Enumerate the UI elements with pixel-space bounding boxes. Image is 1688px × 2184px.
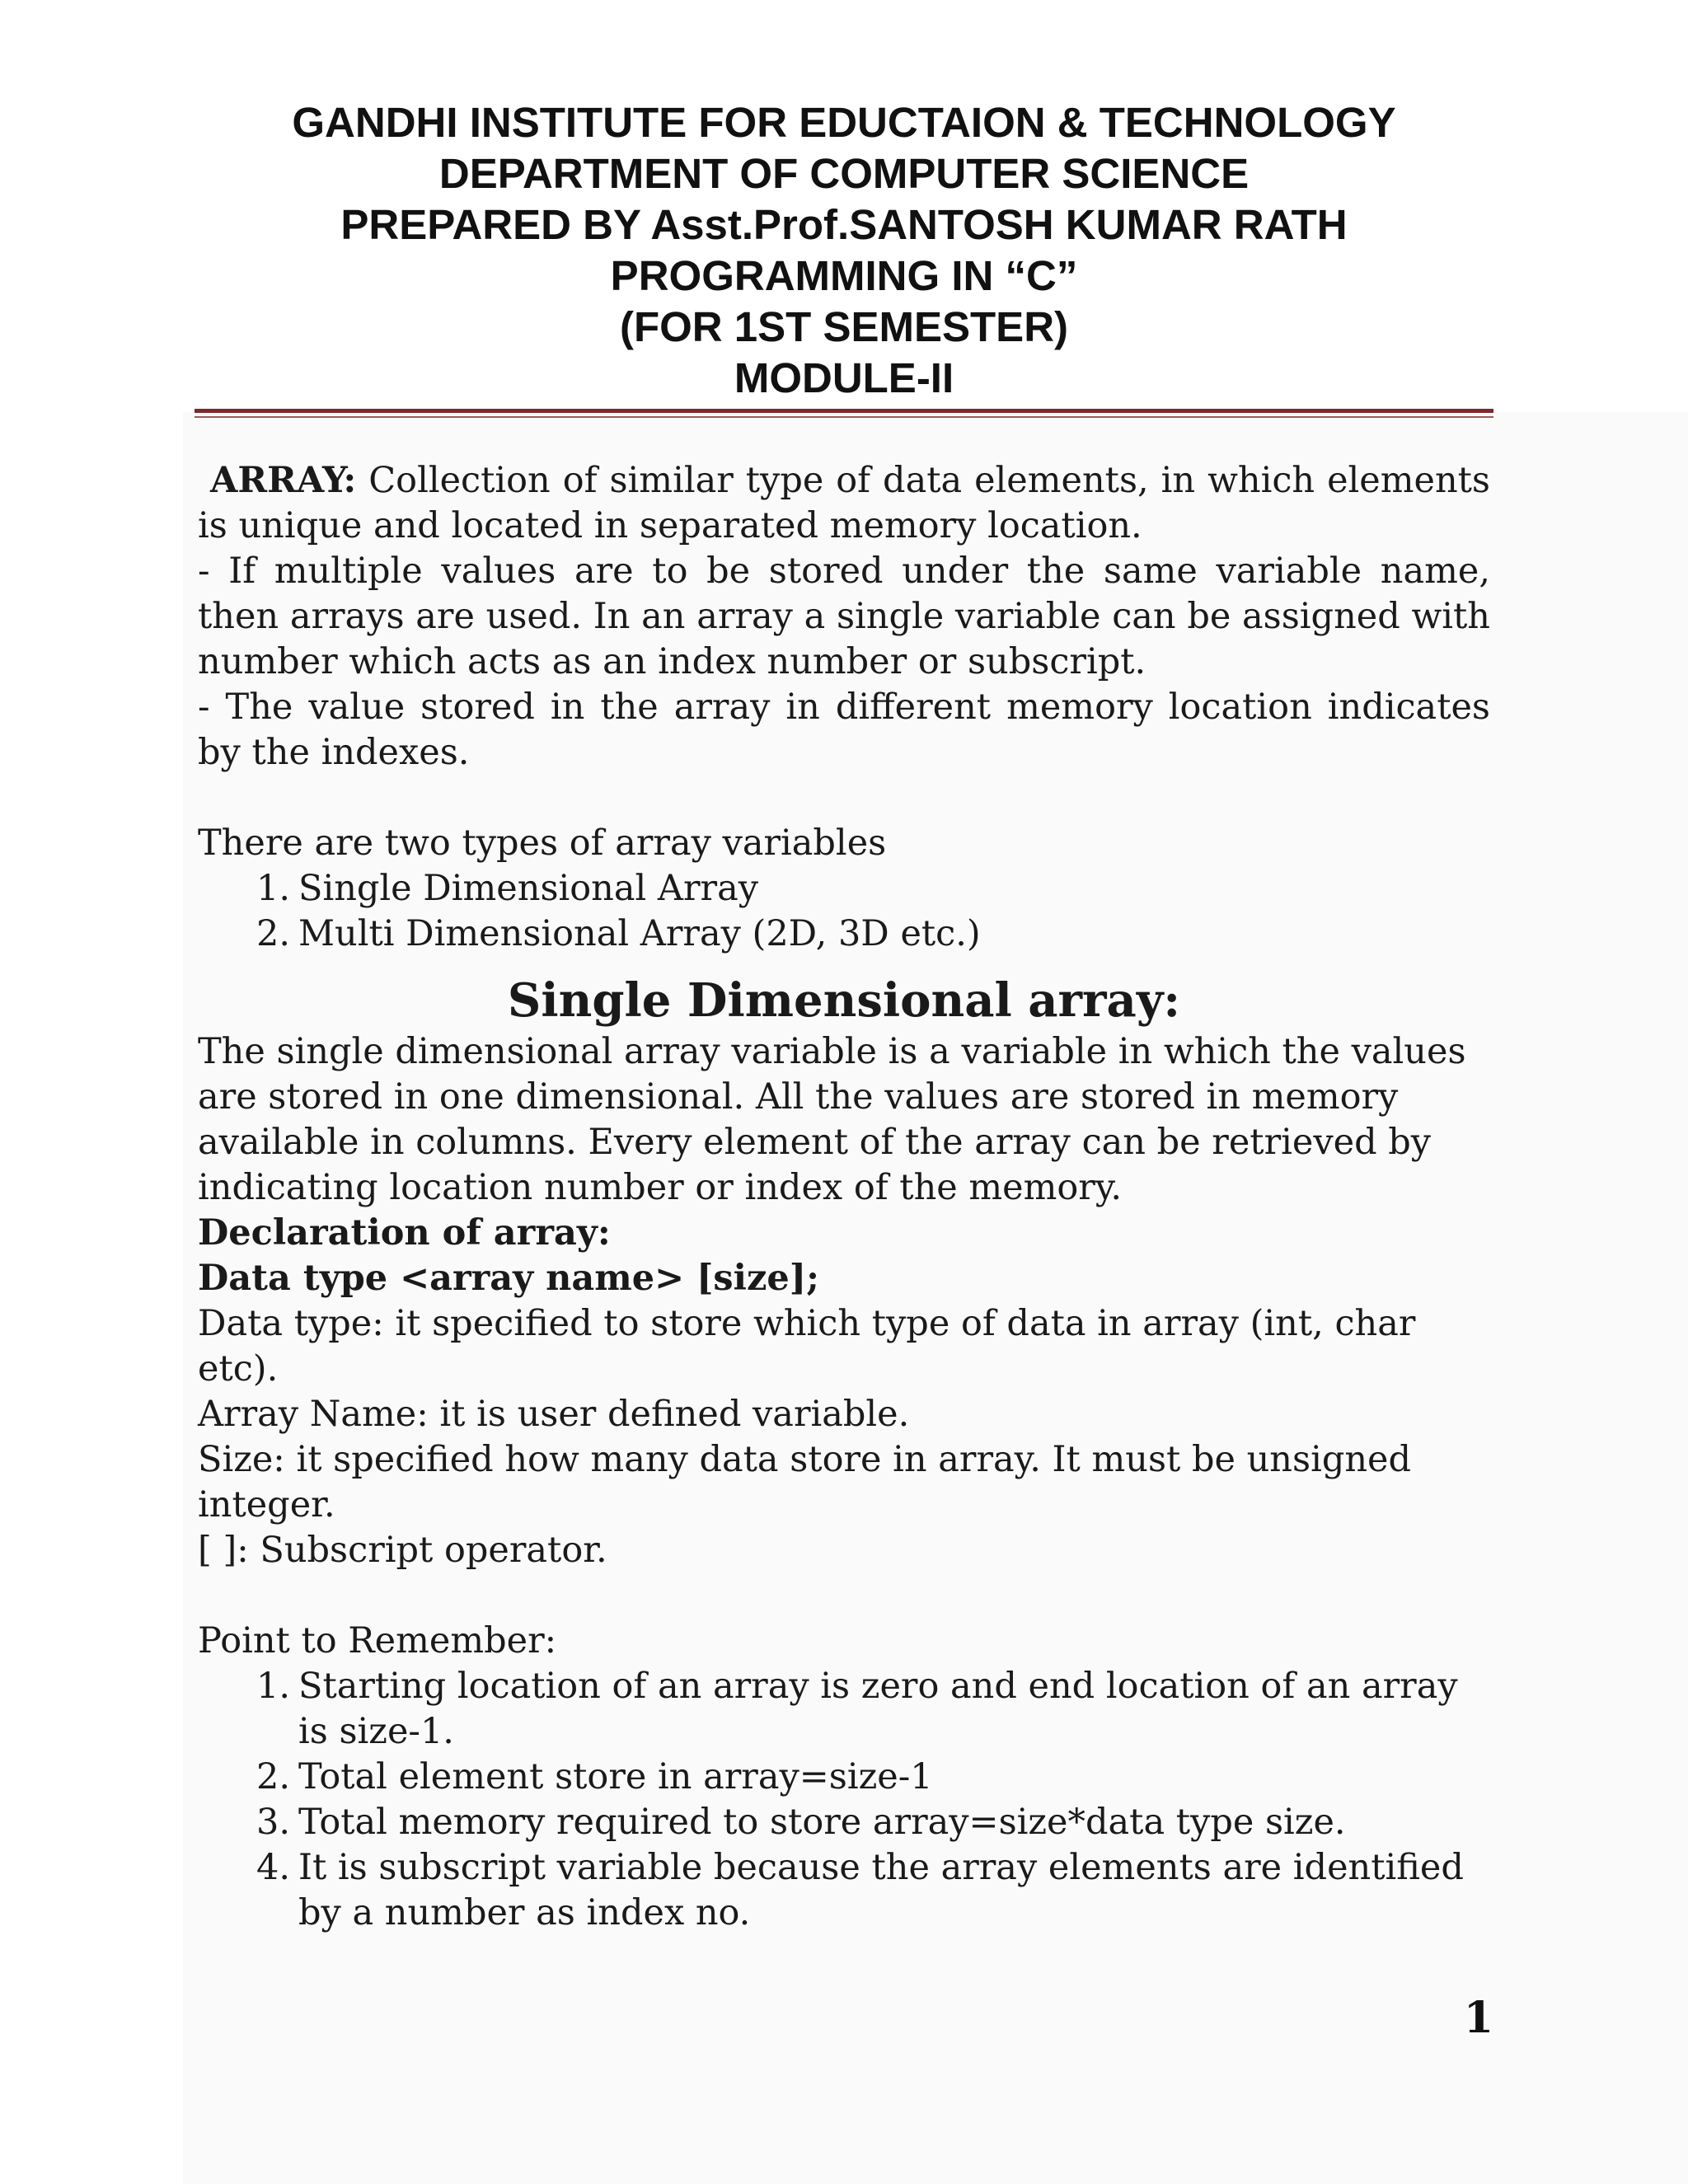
course-title: PROGRAMMING IN “C” [610,252,1078,299]
module-title: MODULE-II [734,354,954,401]
declaration-heading: Declaration of array: [198,1212,611,1254]
remember-heading: Point to Remember: [198,1620,557,1661]
list-number: 1. [256,868,290,909]
department-name: DEPARTMENT OF COMPUTER SCIENCE [438,150,1250,197]
list-text: Starting location of an array is zero and end location of an array is size-1. [298,1666,1458,1752]
list-item [198,1800,1490,1845]
array-definition-text: Collection of similar type of data elements, in which elements is unique and located in separated memory location. [198,460,1490,546]
list-text: Multi Dimensional Array (2D, 3D etc.) [298,913,981,954]
array-point-1: - If multiple values are to be stored under the same variable name, then arrays are used. In an array a single variable can be assigned with number which acts as an index number or subscript. [198,551,1490,682]
author-line: PREPARED BY Asst.Prof.SANTOSH KUMAR RATH [340,201,1348,248]
list-item [198,912,1490,957]
list-number: 1. [256,1666,290,1707]
array-term: ARRAY: [209,460,357,501]
document-body [198,458,1490,1936]
section-title: Single Dimensional array: [507,973,1181,1028]
types-list [198,866,1490,957]
list-number: 4. [256,1847,290,1888]
semester-line: (FOR 1ST SEMESTER) [619,303,1069,350]
list-text: Total element store in array=size-1 [298,1756,933,1797]
types-intro: There are two types of array variables [198,823,887,864]
array-definition [198,458,1490,549]
array-point-2: - The value stored in the array in different memory location indicates by the indexes. [198,687,1490,773]
array-name-description: Array Name: it is user defined variable. [198,1394,910,1435]
list-text: Total memory required to store array=size*data type size. [298,1802,1346,1843]
page-number: 1 [1463,1993,1493,2043]
spacer [198,776,1490,821]
list-item [198,1845,1490,1936]
list-number: 3. [256,1802,290,1843]
list-item [198,866,1490,912]
data-type-description: Data type: it specified to store which type of data in array (int, char etc). [198,1303,1416,1390]
single-dimensional-description: The single dimensional array variable is a variable in which the values are stored in one dimensional. All the values are stored in memory available in columns. Every element of the array can be retrieved by indicating location number or index of the memory. [198,1031,1466,1208]
declaration-syntax: Data type <array name> [size]; [198,1258,819,1299]
institute-name: GANDHI INSTITUTE FOR EDUCTAION & TECHNOLOGY [292,99,1396,146]
list-item [198,1755,1490,1800]
remember-list [198,1664,1490,1936]
list-text: It is subscript variable because the array elements are identified by a number as index no. [298,1847,1464,1933]
spacer [198,1573,1490,1619]
header-divider [195,409,1493,413]
size-description: Size: it specified how many data store in array. It must be unsigned integer. [198,1439,1412,1526]
document-header [195,97,1493,404]
subscript-description: [ ]: Subscript operator. [198,1530,607,1571]
list-item [198,1664,1490,1755]
list-text: Single Dimensional Array [298,868,758,909]
list-number: 2. [256,1756,290,1797]
header-divider-thin [195,416,1493,418]
list-number: 2. [256,913,290,954]
